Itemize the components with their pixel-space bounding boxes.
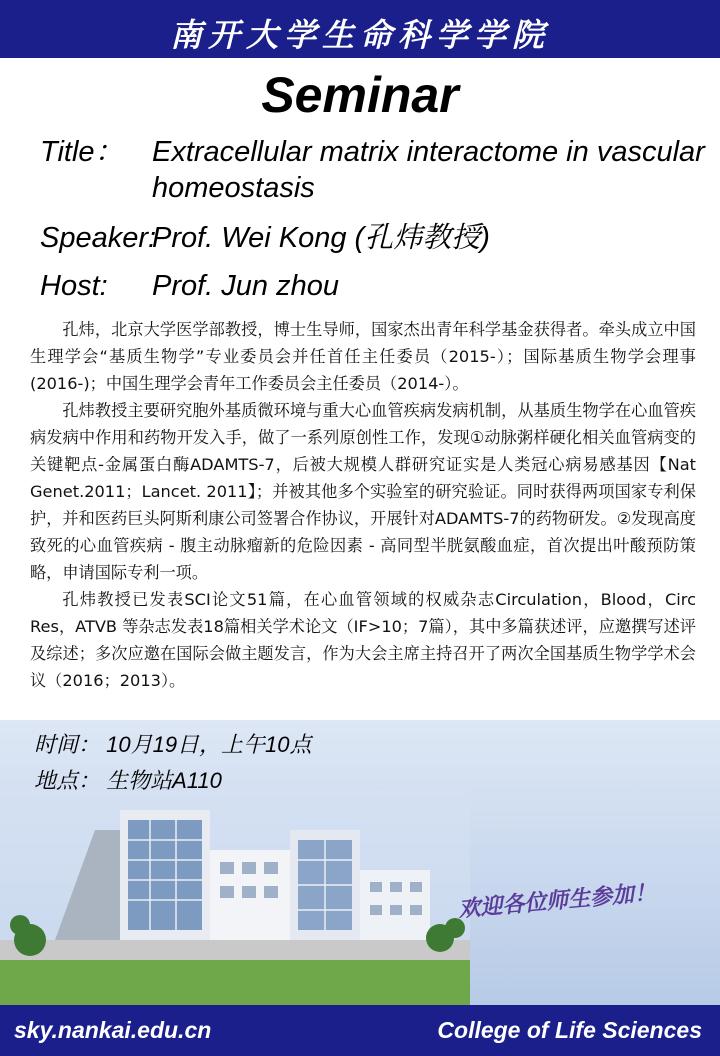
- host-name: Prof. Jun zhou: [152, 270, 339, 302]
- bio-paragraph: 孔炜，北京大学医学部教授，博士生导师，国家杰出青年科学基金获得者。牵头成立中国生理学会“基质生物学”专业委员会并任首任主任委员（2015-）；国际基质生物学会理事(2016-)；中国生理学会青年工作委员会主任委员（2014-）。: [30, 320, 696, 393]
- bio-paragraph: 孔炜教授已发表SCI论文51篇，在心血管领域的权威杂志Circulation，Blood，Circ Res，ATVB 等杂志发表18篇相关学术论文（IF>10；7篇），其中多篇获述评，应邀撰写述评及综述；多次应邀在国际会做主题发言，作为大会主席主持召开了两次全国基质生物学学术会议（2016；2013）。: [30, 590, 696, 690]
- bottom-banner: [0, 1005, 720, 1056]
- speaker-name: Prof. Wei Kong (孔炜教授): [152, 222, 490, 254]
- bio-paragraph: 孔炜教授主要研究胞外基质微环境与重大心血管疾病发病机制，从基质生物学在心血管疾病发病中作用和药物开发入手，做了一系列原创性工作，发现①动脉粥样硬化相关血管病变的关键靶点-金属蛋白酶ADAMTS-7，后被大规模人群研究证实是人类冠心病易感基因【Nat Genet.2011；Lancet. 2011】；并被其他多个实验室的研究验证。同时获得两项国家专利保护，并和医药巨头阿斯利康公司签署合作协议，开展针对ADAMTS-7的药物研发。②发现高度致死的心血管疾病 - 腹主动脉瘤新的危险因素 - 高同型半胱氨酸血症，首次提出叶酸预防策略，申请国际专利一项。: [30, 401, 696, 582]
- speaker-bio: [30, 316, 696, 694]
- talk-title: Extracellular matrix interactome in vascular homeostasis: [152, 136, 705, 204]
- event-location: 地点： 生物站A110: [34, 768, 222, 793]
- welcome-message: 欢迎各位师生参加！: [457, 880, 657, 923]
- host-label: Host:: [40, 270, 108, 302]
- top-banner: [0, 0, 720, 58]
- event-time: 时间： 10月19日，上午10点: [34, 732, 312, 757]
- title-label: Title：: [40, 136, 124, 168]
- website-link[interactable]: sky.nankai.edu.cn: [14, 1017, 212, 1043]
- institution-title: 南开大学生命科学学院: [169, 16, 550, 54]
- speaker-label: Speaker:: [40, 222, 157, 254]
- college-name: College of Life Sciences: [437, 1017, 702, 1043]
- seminar-heading: Seminar: [261, 67, 459, 123]
